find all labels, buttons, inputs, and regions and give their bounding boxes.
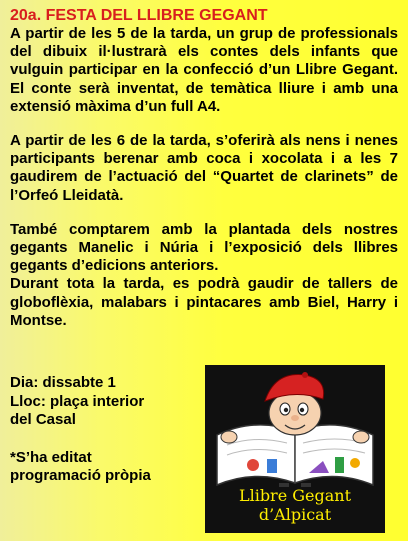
event-place-line2: del Casal xyxy=(10,411,76,429)
event-day: Dia: dissabte 1 xyxy=(10,374,116,391)
paragraph-giants-exhibition: També comptarem amb la plantada dels nostres gegants Manelic i Núria i l’exposició dels llibres gegants d’edicions anteriors. xyxy=(10,220,398,275)
paragraph-workshops: Durant tota la tarda, es podrà gaudir de tallers de globoflèxia, malabars i pintacares amb Biel, Harry i Montse. xyxy=(10,275,398,329)
event-place-line1: Lloc: plaça interior xyxy=(10,392,145,410)
logo-text-line1: Llibre Gegant xyxy=(238,486,352,505)
llibre-gegant-logo xyxy=(205,365,385,533)
edit-note-line1: *S’ha editat xyxy=(10,448,92,466)
event-title: 20a. FESTA DEL LLIBRE GEGANT xyxy=(10,7,268,24)
program-page xyxy=(10,6,398,330)
logo-text-line2: d’Alpicat xyxy=(258,505,332,524)
event-details xyxy=(10,374,200,486)
edit-note-line2: programació pròpia xyxy=(10,467,151,485)
paragraph-illustration-workshop: A partir de les 5 de la tarda, un grup de professionals del dibuix il·lustrarà els contes dels infants que vulguin participar en la confecció d’un Llibre Gegant. El conte serà inventat, de temàtica lliure i amb una extensió màxima d’un full A4. xyxy=(10,25,398,115)
paragraph-snack-concert: A partir de les 6 de la tarda, s’oferirà als nens i nenes participants berenar amb coca i xocolata i a les 7 gaudirem de l’actuació del “Quartet de clarinets” de l’Orfeó Lleidatà. xyxy=(10,132,398,204)
